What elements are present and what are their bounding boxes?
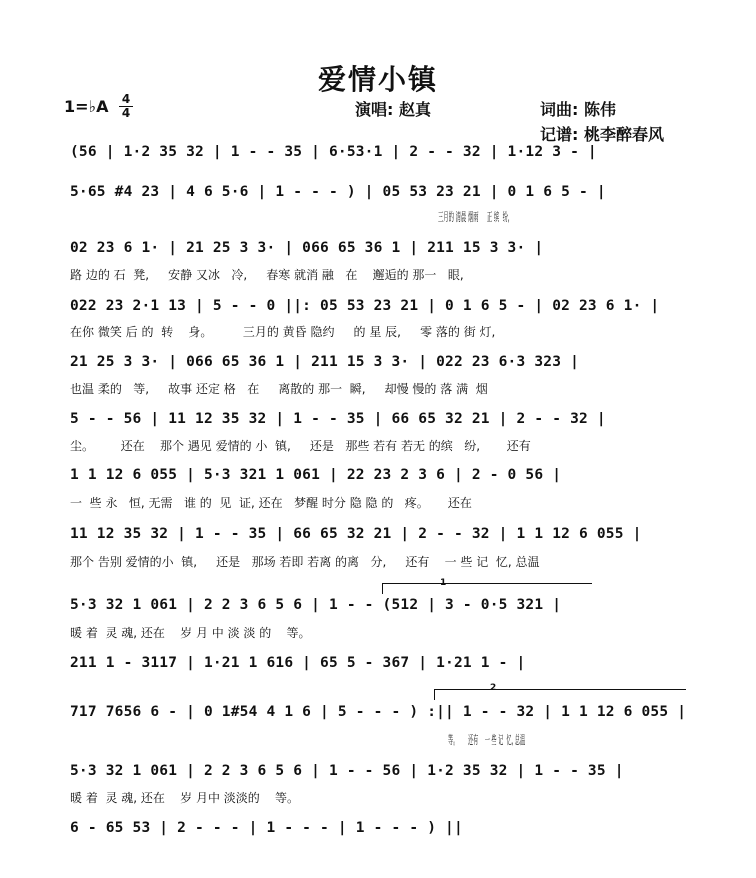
second-ending-bracket (434, 689, 686, 690)
first-ending-bracket (382, 583, 592, 584)
notation-row-9: 5·3 32 1 061 | 2 2 3 6 5 6 | 1 - - (512 | 3 - 0·5 321 | (70, 597, 562, 613)
notation-row-3: 02 23 6 1· | 21 25 3 3· | 066 65 36 1 | 211 15 3 3· | (70, 240, 544, 256)
lyrics-row-9: 暖 着 灵 魂, 还在 岁 月 中 淡 淡 的 等。 (70, 626, 311, 640)
lyrics-row-4: 在你 微笑 后 的 转 身。 三月的 黄昏 隐约 的 星 辰, 零 落的 街 灯, (70, 325, 496, 339)
first-ending-label: 1 (440, 578, 447, 588)
key-signature: 1=♭A (64, 97, 109, 116)
notation-row-5: 21 25 3 3· | 066 65 36 1 | 211 15 3 3· | 022 23 6·3 323 | (70, 354, 579, 370)
singer-credit: 演唱: 赵真 (355, 100, 431, 119)
lyrics-row-3: 路 边的 石 凳, 安静 又冰 冷, 春寒 就消 融 在 邂逅的 那一 眼, (70, 268, 464, 282)
notation-row-13: 6 - 65 53 | 2 - - - | 1 - - - | 1 - - - ) || (70, 820, 463, 836)
transcriber-credit: 记谱: 桃李醉春风 (540, 125, 664, 144)
notation-row-6: 5 - - 56 | 11 12 35 32 | 1 - - 35 | 66 65 32 21 | 2 - - 32 | (70, 411, 606, 427)
notation-row-7: 1 1 12 6 055 | 5·3 321 1 061 | 22 23 2 3 6 | 2 - 0 56 | (70, 467, 562, 483)
lyrics-row-11: 等。 还有 一 些 记 忆, 总温 (448, 733, 526, 747)
notation-row-1: (56 | 1·2 35 32 | 1 - - 35 | 6·53·1 | 2 - - 32 | 1·12 3 - | (70, 144, 597, 160)
notation-row-4: 022 23 2·1 13 | 5 - - 0 ||: 05 53 23 21 | 0 1 6 5 - | 02 23 6 1· | (70, 298, 660, 314)
lyrics-row-6: 尘。 还在 那个 遇见 爱情的 小 镇, 还是 那些 若有 若无 的缤 纷, 还有 (70, 439, 531, 453)
lyrics-row-12: 暖 着 灵 魂, 还在 岁 月中 淡淡的 等。 (70, 791, 300, 805)
song-title: 爱情小镇 (317, 63, 438, 96)
notation-row-2: 5·65 #4 23 | 4 6 5·6 | 1 - - - ) | 05 53 23 21 | 0 1 6 5 - | (70, 184, 606, 200)
notation-row-12: 5·3 32 1 061 | 2 2 3 6 5 6 | 1 - - 56 | 1·2 35 32 | 1 - - 35 | (70, 763, 624, 779)
lyrics-row-8: 那个 告别 爱情的小 镇, 还是 那场 若即 若离 的离 分, 还有 一 些 记 忆, 总温 (70, 555, 540, 569)
time-signature-bottom: 4 (121, 106, 131, 120)
notation-row-11: 717 7656 6 - | 0 1#54 4 1 6 | 5 - - - ) :|| 1 - - 32 | 1 1 12 6 055 | (70, 704, 687, 720)
time-signature-top: 4 (121, 92, 131, 106)
notation-row-8: 11 12 35 32 | 1 - - 35 | 66 65 32 21 | 2 - - 32 | 1 1 12 6 055 | (70, 526, 642, 542)
time-signature (119, 93, 133, 120)
second-ending-label: 2 (490, 683, 497, 693)
notation-row-10: 211 1 - 3117 | 1·21 1 616 | 65 5 - 367 | 1·21 1 - | (70, 655, 526, 671)
lyrics-row-5: 也温 柔的 等, 故事 还定 格 在 离散的 那一 瞬, 却慢 慢的 落 满 烟 (70, 382, 488, 396)
lyrics-row-7: 一 些 永 恒, 无需 谁 的 见 证, 还在 梦醒 时分 隐 隐 的 疼。 还在 (70, 496, 472, 510)
composer-credit: 词曲: 陈伟 (540, 100, 616, 119)
lyrics-row-2: 三月的 清晨 烟雨 正 缤 纷, (438, 210, 510, 224)
